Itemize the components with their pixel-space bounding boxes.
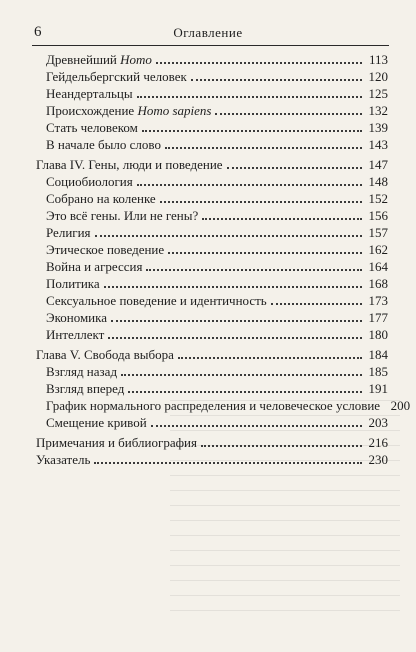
toc-entry-title-text: Указатель	[36, 452, 91, 467]
toc-entry-title	[46, 415, 147, 431]
dot-leader	[94, 461, 362, 464]
toc-entry-title-text: Взгляд назад	[46, 364, 118, 379]
dot-leader	[151, 424, 362, 427]
toc-entry-title-text: Война и агрессия	[46, 259, 143, 274]
dot-leader	[137, 95, 362, 98]
toc-entry	[46, 398, 411, 414]
toc-page-number: 152	[368, 191, 388, 206]
dot-leader	[215, 112, 362, 115]
toc-page-number: 147	[368, 157, 388, 172]
toc-entry	[46, 293, 388, 309]
dot-leader	[271, 302, 362, 305]
toc-entry-title-italic: Homo sapiens	[137, 103, 212, 118]
toc-page-number: 156	[368, 208, 388, 223]
toc-chapter	[36, 435, 388, 451]
toc-entry-title-text: Собрано на коленке	[46, 191, 156, 206]
toc-entry-title	[36, 452, 90, 468]
toc-entry-title-text: Взгляд вперед	[46, 381, 125, 396]
toc-page-number: 185	[368, 364, 388, 379]
dot-leader	[202, 217, 362, 220]
toc-entry-title	[46, 225, 91, 241]
toc-entry-title	[46, 242, 164, 258]
dot-leader	[128, 390, 362, 393]
toc-entry-title-text: В начале было слово	[46, 137, 161, 152]
toc-entry-title	[46, 208, 198, 224]
toc-entry	[46, 69, 388, 85]
toc-entry-title	[36, 435, 197, 451]
toc-page-number: 184	[368, 347, 388, 362]
toc-page-number: 125	[368, 86, 388, 101]
toc-page-number: 132	[368, 103, 388, 118]
toc-entry-title	[46, 310, 107, 326]
toc-page-number: 113	[368, 52, 388, 67]
toc-entry	[46, 276, 388, 292]
toc-entry	[46, 242, 388, 258]
dot-leader	[146, 268, 362, 271]
running-title: Оглавление	[173, 25, 243, 40]
page-number: 6	[34, 24, 42, 40]
toc-page-number: 200	[390, 398, 411, 413]
toc-entry-title-text: Стать человеком	[46, 120, 138, 135]
dot-leader	[156, 61, 362, 64]
toc-entry-title	[46, 364, 117, 380]
toc-entry-title-text: Глава IV. Гены, люди и поведение	[36, 157, 223, 172]
toc-page-number: 139	[368, 120, 388, 135]
toc-entry	[46, 120, 388, 136]
dot-leader	[160, 200, 362, 203]
toc-entry-title-text: Социобиология	[46, 174, 133, 189]
dot-leader	[201, 444, 362, 447]
dot-leader	[165, 146, 362, 149]
toc-entry	[46, 137, 388, 153]
toc-page-number: 180	[368, 327, 388, 342]
toc-entry-title-text: Происхождение	[46, 103, 138, 118]
toc-page-number: 168	[368, 276, 388, 291]
toc-entry-title	[46, 86, 133, 102]
toc-entry-title	[46, 293, 267, 309]
toc-entry	[46, 415, 388, 431]
toc-entry-title-text: График нормального распределения и человеческое условие	[46, 398, 381, 413]
dot-leader	[104, 285, 362, 288]
toc-entry-title	[46, 137, 161, 153]
toc-chapter	[36, 157, 388, 173]
toc-page-number: 164	[368, 259, 388, 274]
toc-entry-title-text: Экономика	[46, 310, 108, 325]
toc-entry	[46, 381, 388, 397]
toc-entry-title-text: Примечания и библиография	[36, 435, 197, 450]
dot-leader	[178, 356, 362, 359]
dot-leader	[227, 166, 362, 169]
toc-page-number: 143	[368, 137, 388, 152]
toc-page-number: 148	[368, 174, 388, 189]
dot-leader	[142, 129, 362, 132]
toc-entry-title	[46, 327, 104, 343]
toc-entry	[46, 327, 388, 343]
bleed-through-texture	[170, 400, 400, 620]
dot-leader	[108, 336, 362, 339]
toc-entry-title-text: Древнейший	[46, 52, 121, 67]
toc-page-number: 203	[368, 415, 388, 430]
toc-entry-title-text: Этическое поведение	[46, 242, 165, 257]
toc-entry	[46, 86, 388, 102]
page-header	[0, 24, 416, 46]
toc-entry-title-italic: Homo	[120, 52, 152, 67]
toc-entry-title	[46, 381, 124, 397]
toc-page-number: 157	[368, 225, 388, 240]
toc-entry-title-text: Гейдельбергский человек	[46, 69, 187, 84]
dot-leader	[111, 319, 362, 322]
toc-entry	[46, 208, 388, 224]
toc-entry	[46, 52, 388, 68]
dot-leader	[121, 373, 362, 376]
toc-entry-title-text: Это всё гены. Или не гены?	[46, 208, 199, 223]
toc-entry	[46, 259, 388, 275]
toc-entry-title-text: Смещение кривой	[46, 415, 147, 430]
toc-entry-title-text: Неандертальцы	[46, 86, 133, 101]
toc-entry	[46, 310, 388, 326]
toc-entry-title	[46, 276, 100, 292]
dot-leader	[95, 234, 362, 237]
toc-page-number: 216	[368, 435, 388, 450]
toc-page-number: 230	[368, 452, 388, 467]
toc-page-number: 177	[368, 310, 388, 325]
toc-chapter	[36, 347, 388, 363]
toc-entry-title	[46, 259, 142, 275]
toc-page-number: 173	[368, 293, 388, 308]
header-rule	[32, 45, 389, 46]
toc-entry-title	[36, 347, 174, 363]
toc-entry-title-text: Интеллект	[46, 327, 105, 342]
toc-entry-title	[36, 157, 223, 173]
dot-leader	[191, 78, 362, 81]
toc-entry	[46, 225, 388, 241]
toc-page-number: 191	[368, 381, 388, 396]
toc-entry-title	[46, 52, 152, 68]
toc-entry-title-text: Религия	[46, 225, 91, 240]
toc-entry	[46, 174, 388, 190]
dot-leader	[137, 183, 362, 186]
toc-entry-title-text: Политика	[46, 276, 100, 291]
toc-entry-title	[46, 398, 380, 414]
toc-page-number: 120	[368, 69, 388, 84]
toc-entry	[46, 191, 388, 207]
toc-chapter	[36, 452, 388, 468]
toc-entry-title	[46, 174, 133, 190]
toc-entry-title-text: Глава V. Свобода выбора	[36, 347, 174, 362]
toc-page-number: 162	[368, 242, 388, 257]
toc-entry	[46, 103, 388, 119]
toc-entry-title-text: Сексуальное поведение и идентичность	[46, 293, 267, 308]
toc-entry-title	[46, 120, 138, 136]
toc-entry-title	[46, 103, 211, 119]
toc-entry-title	[46, 69, 187, 85]
dot-leader	[168, 251, 362, 254]
toc-entry	[46, 364, 388, 380]
toc-entry-title	[46, 191, 156, 207]
